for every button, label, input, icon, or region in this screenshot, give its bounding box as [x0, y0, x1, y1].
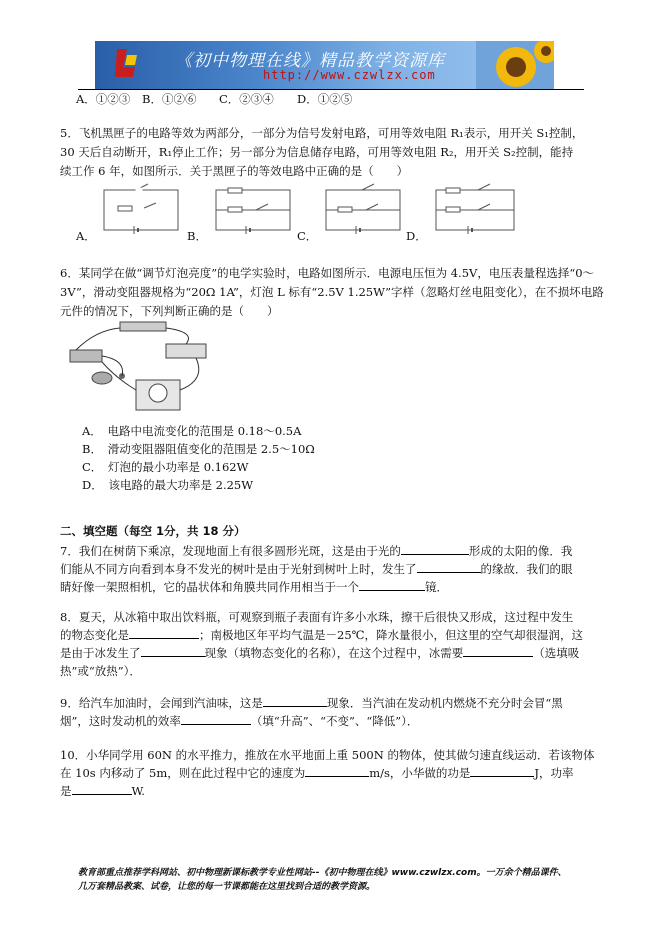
- banner-title: 《初中物理在线》精品教学资源库: [175, 51, 445, 71]
- q7-blank-2[interactable]: [417, 562, 481, 573]
- q9-line2: 烟”，这时发动机的效率 （填“升高”、“不变”、“降低”）．: [60, 714, 419, 728]
- q7-blank-1[interactable]: [401, 544, 469, 555]
- q8-blank-1[interactable]: [129, 628, 199, 639]
- q6-option-d: D． 该电路的最大功率是 2.25W: [82, 478, 254, 492]
- page-footer: [78, 866, 598, 894]
- q10-line3: 是 W.: [60, 784, 145, 798]
- q7-line2: 们能从不同方向看到本身不发光的树叶是由于光射到树叶上时，发生了 的缘故．我们的眼: [60, 562, 573, 576]
- q10-line2: 在 10s 内移动了 5m，则在此过程中它的速度为 m/s，小华做的功是 J，功率: [60, 766, 574, 780]
- q6-option-a: A． 电路中电流变化的范围是 0.18～0.5A: [82, 424, 302, 438]
- footer-line2: 几万套精品教案、试卷，让您的每一节课都能在这里找到合适的教学资源。: [78, 882, 376, 892]
- q5-option-b: B．: [187, 229, 207, 243]
- q5-line3: 续工作 6 年，如图所示．关于黑匣子的等效电路中正确的是（ ）: [60, 164, 409, 178]
- section-heading-fill-in: 二、填空题（每空 1分，共 18 分）: [60, 524, 246, 538]
- q5-option-d: D．: [406, 229, 427, 243]
- header-rule: [78, 89, 584, 90]
- circuit-diagram-a: [100, 180, 182, 236]
- circuit-diagram-d: [432, 180, 518, 236]
- q5-option-a: A．: [76, 229, 96, 243]
- q4-option-b: B．①②⑥: [142, 92, 197, 106]
- footer-line1: 教育部重点推荐学科网站、初中物理新课标教学专业性网站--《初中物理在线》www.czwlzx.com。一万余个精品课件、: [78, 868, 567, 878]
- q6-line1: 6．某同学在做“调节灯泡亮度”的电学实验时，电路如图所示．电源电压恒为 4.5V，电压表量程选择“0～: [60, 266, 595, 280]
- q9-blank-2[interactable]: [181, 714, 251, 725]
- q8-blank-3[interactable]: [463, 646, 533, 657]
- q10-blank-2[interactable]: [470, 766, 534, 777]
- q9-blank-1[interactable]: [263, 696, 327, 707]
- q10-line1: 10．小华同学用 60N 的水平推力，推放在水平地面上重 500N 的物体，使其做匀速直线运动．若该物体: [60, 748, 595, 762]
- q10-blank-3[interactable]: [72, 784, 132, 795]
- q7-line3: 睛好像一架照相机，它的晶状体和角膜共同作用相当于一个 镜．: [60, 580, 448, 594]
- experiment-apparatus-figure: [66, 320, 218, 412]
- q7-line1: 7．我们在树荫下乘凉，发现地面上有很多圆形光斑，这是由于光的 形成的太阳的像．我: [60, 544, 573, 558]
- q9-line1: 9．给汽车加油时，会闻到汽油味，这是 现象．当汽油在发动机内燃烧不充分时会冒“黑: [60, 696, 563, 710]
- q8-blank-2[interactable]: [141, 646, 205, 657]
- q6-option-b: B． 滑动变阻器阻值变化的范围是 2.5～10Ω: [82, 442, 315, 456]
- q7-blank-3[interactable]: [359, 580, 425, 591]
- q6-option-c: C． 灯泡的最小功率是 0.162W: [82, 460, 249, 474]
- sunflower-icon: [476, 41, 554, 89]
- q4-option-c: C．②③④: [219, 92, 274, 106]
- site-logo-icon: [113, 47, 139, 81]
- circuit-diagram-b: [212, 180, 294, 236]
- q6-line2: 3V”，滑动变阻器规格为“20Ω 1A”，灯泡 L 标有“2.5V 1.25W”字样（忽略灯丝电阻变化），在不损坏电路: [60, 285, 604, 299]
- q4-option-d: D．①②⑤: [297, 92, 353, 106]
- q8-line4: 热”或“放热”）．: [60, 664, 141, 678]
- q8-line1: 8．夏天，从冰箱中取出饮料瓶，可观察到瓶子表面有许多小水珠，擦干后很快又形成，这过程中发生: [60, 610, 574, 624]
- q8-line2: 的物态变化是 ；南极地区年平均气温是－25℃，降水量很小，但这里的空气却很湿润，这: [60, 628, 583, 642]
- circuit-diagram-c: [322, 180, 404, 236]
- q5-line1: 5．飞机黑匣子的电路等效为两部分，一部分为信号发射电路，可用等效电阻 R₁表示，用开关 S₁控制，: [60, 126, 584, 140]
- q6-line3: 元件的情况下，下列判断正确的是（ ）: [60, 304, 279, 318]
- q5-line2: 30 天后自动断开，R₁停止工作；另一部分为信息储存电路，可用等效电阻 R₂，用开关 S₂控制，能持: [60, 145, 574, 159]
- q4-option-a: A．①②③: [76, 92, 131, 106]
- q5-option-c: C．: [297, 229, 318, 243]
- header-banner: [95, 41, 554, 89]
- q10-blank-1[interactable]: [305, 766, 369, 777]
- q8-line3: 是由于冰发生了 现象（填物态变化的名称），在这个过程中，冰需要 （选填吸: [60, 646, 580, 660]
- banner-url: http://www.czwlzx.com: [263, 68, 436, 82]
